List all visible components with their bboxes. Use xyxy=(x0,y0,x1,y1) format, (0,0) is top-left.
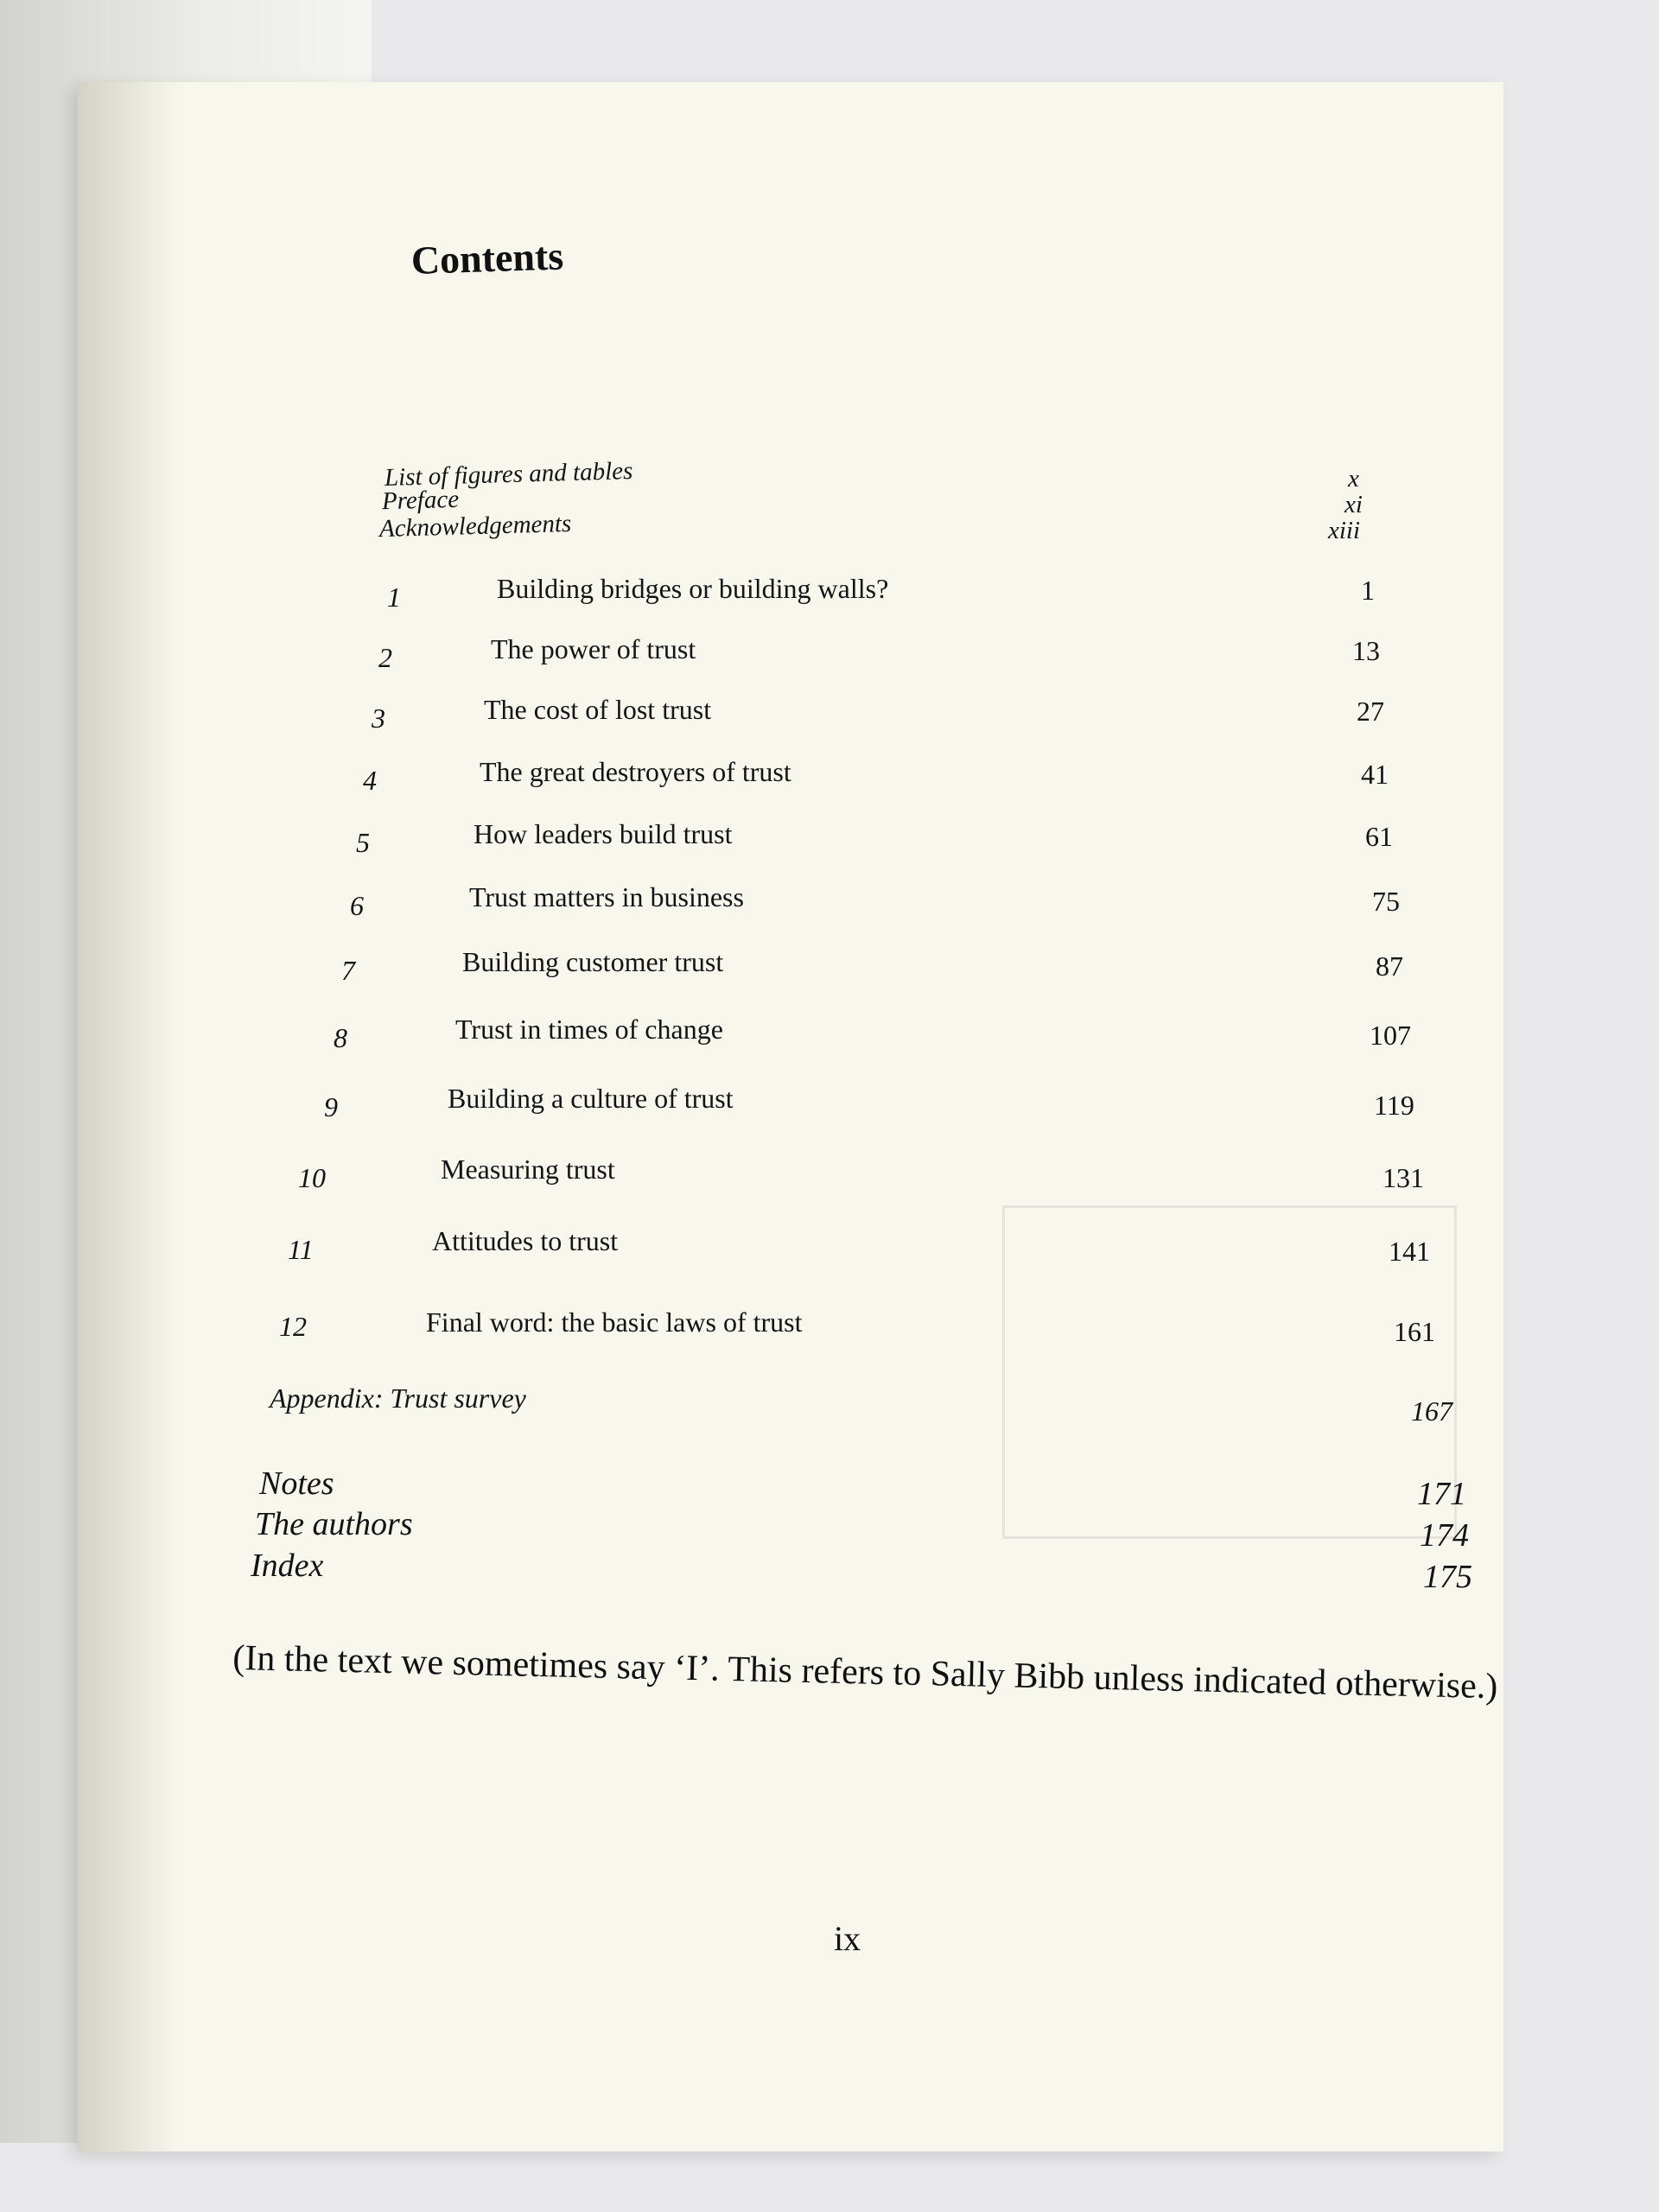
chapter-number: 5 xyxy=(356,827,370,858)
chapter-number: 7 xyxy=(341,955,355,986)
chapter-number: 12 xyxy=(279,1311,307,1342)
page-number: ix xyxy=(834,1919,861,1958)
chapter-title: Trust in times of change xyxy=(455,1014,723,1045)
chapter-number: 3 xyxy=(372,702,385,734)
chapter-page: 131 xyxy=(1382,1162,1424,1193)
chapter-title: Measuring trust xyxy=(441,1154,615,1185)
chapter-title: Building bridges or building walls? xyxy=(497,573,889,604)
chapter-title: Building a culture of trust xyxy=(448,1083,734,1114)
entry-page: 174 xyxy=(1420,1517,1469,1554)
chapter-title: The cost of lost trust xyxy=(484,694,712,725)
entry-title: Index xyxy=(251,1548,324,1584)
chapter-number: 10 xyxy=(298,1162,326,1193)
chapter-page: 13 xyxy=(1352,635,1380,666)
entry-page: xi xyxy=(1344,491,1363,518)
chapter-page: 107 xyxy=(1370,1020,1411,1051)
chapter-page: 61 xyxy=(1365,821,1393,852)
chapter-page: 27 xyxy=(1357,696,1384,727)
chapter-number: 8 xyxy=(334,1022,347,1053)
chapter-page: 87 xyxy=(1376,950,1403,982)
contents-page xyxy=(78,82,1503,2152)
entry-title: Notes xyxy=(259,1465,334,1502)
chapter-number: 9 xyxy=(324,1091,338,1122)
chapter-number: 2 xyxy=(378,642,392,673)
chapter-page: 161 xyxy=(1394,1316,1435,1347)
chapter-number: 6 xyxy=(350,890,364,921)
entry-page: 175 xyxy=(1423,1559,1472,1595)
entry-page: xiii xyxy=(1328,517,1361,544)
chapter-title: Trust matters in business xyxy=(469,881,744,912)
chapter-title: The power of trust xyxy=(491,633,696,664)
chapter-page: 119 xyxy=(1374,1090,1414,1121)
entry-title: The authors xyxy=(255,1506,413,1542)
entry-title: List of figures and tables xyxy=(384,456,633,493)
chapter-page: 1 xyxy=(1361,575,1375,606)
chapter-number: 4 xyxy=(363,765,377,796)
chapter-page: 141 xyxy=(1389,1236,1430,1267)
chapter-number: 1 xyxy=(387,582,401,613)
author-note: (In the text we sometimes say ‘I’. This refers to Sally Bibb unless indicated otherwise.) xyxy=(232,1637,1498,1707)
chapter-title: Final word: the basic laws of trust xyxy=(426,1306,803,1338)
chapter-number: 11 xyxy=(288,1234,314,1265)
chapter-title: The great destroyers of trust xyxy=(480,756,791,787)
page-title: Contents xyxy=(410,233,564,283)
entry-title: Acknowledgements xyxy=(378,509,572,543)
chapter-page: 41 xyxy=(1361,759,1389,790)
entry-page: 171 xyxy=(1417,1476,1466,1512)
chapter-title: How leaders build trust xyxy=(474,818,733,849)
spine-shadow xyxy=(78,82,181,2152)
entry-page: x xyxy=(1348,465,1359,493)
chapter-title: Building customer trust xyxy=(462,946,724,977)
chapter-title: Attitudes to trust xyxy=(432,1225,619,1256)
chapter-page: 75 xyxy=(1372,886,1400,917)
appendix-title: Appendix: Trust survey xyxy=(270,1382,526,1414)
appendix-page: 167 xyxy=(1411,1395,1452,1427)
entry-title: Preface xyxy=(381,485,460,516)
